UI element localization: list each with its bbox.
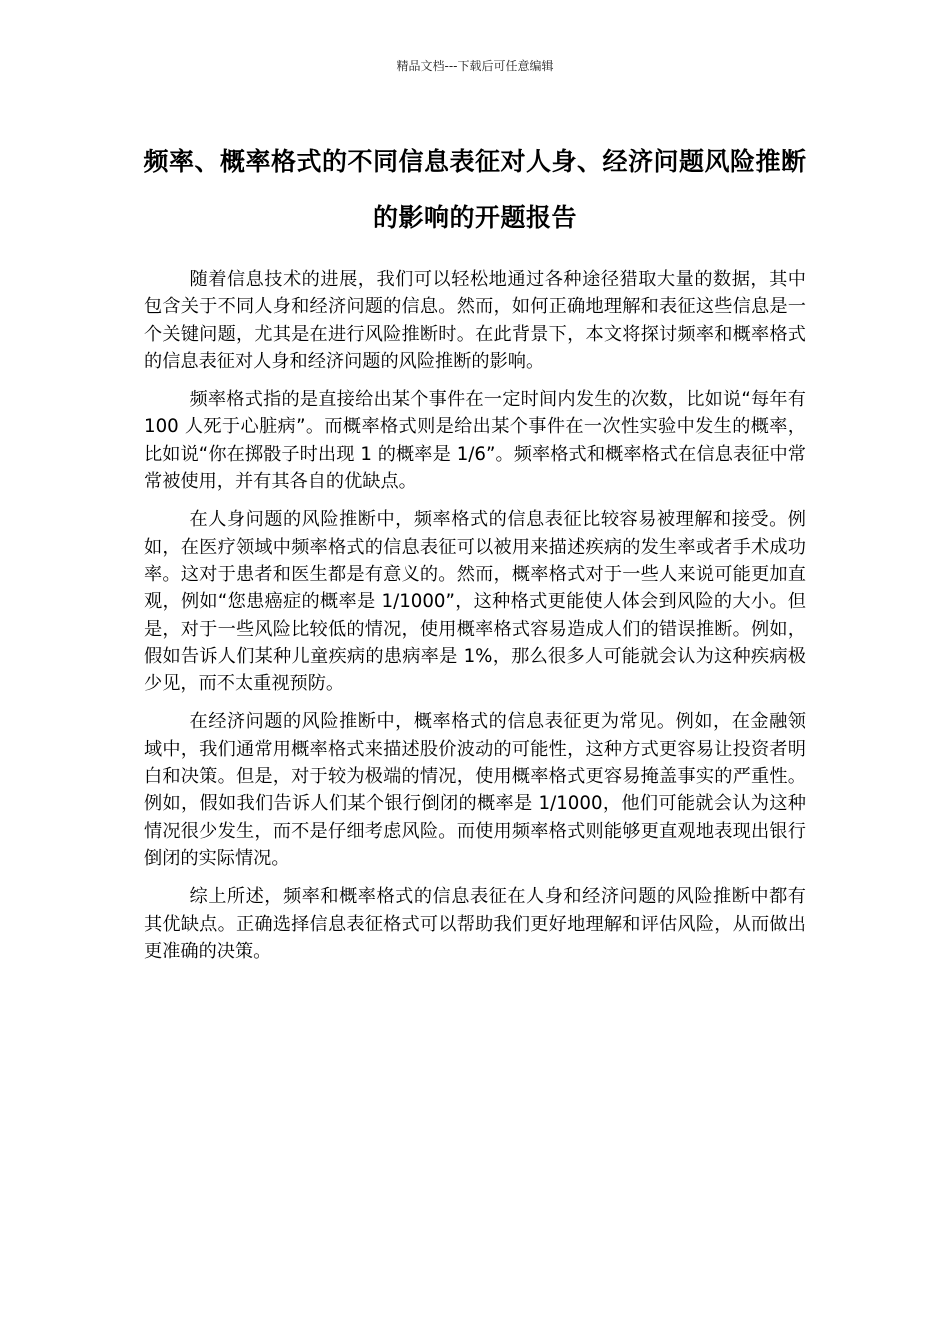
document-title: 频率、概率格式的不同信息表征对人身、经济问题风险推断的影响的开题报告 bbox=[143, 147, 807, 232]
header-note: 精品文档---下载后可任意编辑 bbox=[396, 59, 554, 73]
paragraph-4: 在经济问题的风险推断中，概率格式的信息表征更为常见。例如，在金融领域中，我们通常用概率格式来描述股价波动的可能性，这种方式更容易让投资者明白和决策。但是，对于较为极端的情况，使用概率格式更容易掩盖事实的严重性。例如，假如我们告诉人们某个银行倒闭的概率是 1/1000，他们可能就会认为这种情况很少发生，而不是仔细考虑风险。而使用频率格式则能够更直观地表现出银行倒闭的实际情况。 bbox=[144, 711, 806, 869]
paragraph-5: 综上所述，频率和概率格式的信息表征在人身和经济问题的风险推断中都有其优缺点。正确选择信息表征格式可以帮助我们更好地理解和评估风险，从而做出更准确的决策。 bbox=[144, 886, 806, 962]
paragraph-1: 随着信息技术的进展，我们可以轻松地通过各种途径猎取大量的数据，其中包含关于不同人身和经济问题的信息。然而，如何正确地理解和表征这些信息是一个关键问题，尤其是在进行风险推断时。在此背景下，本文将探讨频率和概率格式的信息表征对人身和经济问题的风险推断的影响。 bbox=[144, 269, 806, 372]
paragraph-2: 频率格式指的是直接给出某个事件在一定时间内发生的次数，比如说“每年有 100 人死于心脏病”。而概率格式则是给出某个事件在一次性实验中发生的概率，比如说“你在掷骰子时出现 1 的概率是 1/6”。频率格式和概率格式在信息表征中常常被使用，并有其各自的优缺点。 bbox=[144, 389, 806, 493]
document-body bbox=[144, 266, 806, 976]
paragraph-3: 在人身问题的风险推断中，频率格式的信息表征比较容易被理解和接受。例如，在医疗领域中频率格式的信息表征可以被用来描述疾病的发生率或者手术成功率。这对于患者和医生都是有意义的。然而，概率格式对于一些人来说可能更加直观，例如“您患癌症的概率是 1/1000”，这种格式更能使人体会到风险的大小。但是，对于一些风险比较低的情况，使用概率格式容易造成人们的错误推断。例如，假如告诉人们某种儿童疾病的患病率是 1%，那么很多人可能就会认为这种疾病极少见，而不太重视预防。 bbox=[144, 509, 806, 695]
